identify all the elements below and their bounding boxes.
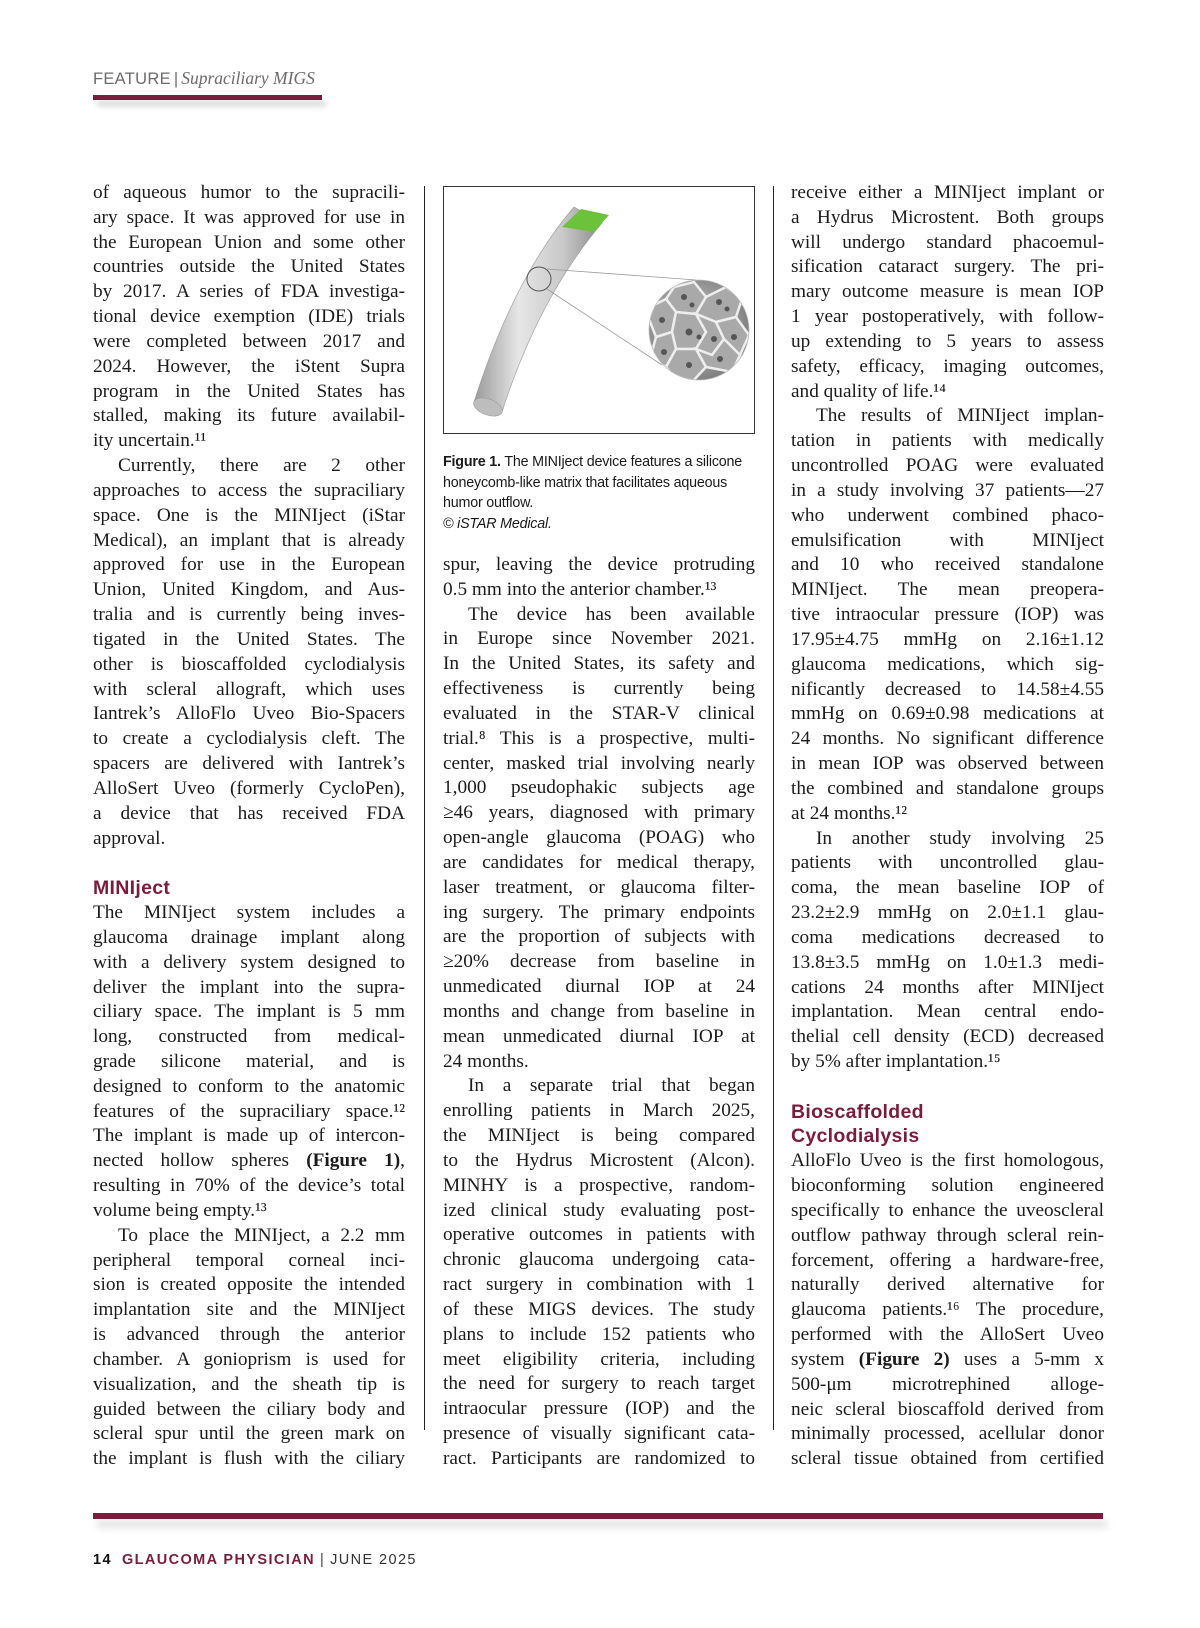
body-text-line: features of the supraciliary space.¹²	[93, 1100, 405, 1122]
column-divider	[424, 186, 425, 1430]
body-text-line: sification cataract surgery. The pri-	[791, 256, 1104, 278]
figure-1-caption	[443, 452, 763, 535]
body-text-line: is advanced through the anterior	[93, 1324, 405, 1346]
body-text-line: mean unmedicated diurnal IOP at	[443, 1025, 755, 1047]
body-text-line: and quality of life.¹⁴	[791, 380, 946, 402]
body-text-line: emulsification with MINIject	[791, 529, 1104, 551]
paragraph-gap	[93, 851, 405, 876]
body-text-line: a Hydrus Microstent. Both groups	[791, 206, 1104, 228]
body-text-line: with a delivery system designed to	[93, 951, 405, 973]
body-text-line: the European Union and some other	[93, 231, 405, 253]
footer-rule	[93, 1513, 1103, 1519]
body-text-line: 500-μm microtrephined alloge-	[791, 1373, 1104, 1395]
section-heading: MINIject	[93, 877, 171, 900]
body-text-line: stalled, making its future availabil-	[93, 405, 405, 427]
body-text-line: thelial cell density (ECD) decreased	[791, 1026, 1104, 1048]
body-text-line: To place the MINIject, a 2.2 mm	[118, 1224, 405, 1246]
body-text-line: 1,000 pseudophakic subjects age	[443, 777, 755, 799]
body-text-line: guided between the ciliary body and	[93, 1398, 405, 1420]
body-text-line: by 2017. A series of FDA investiga-	[93, 281, 405, 303]
body-text-line: safety, efficacy, imaging outcomes,	[791, 355, 1104, 377]
body-text-line: presence of visually significant cata-	[443, 1422, 755, 1444]
body-text-line: the implant is flush with the ciliary	[93, 1448, 405, 1470]
body-text-line: are the proportion of subjects with	[443, 926, 755, 948]
body-text-line: in mean IOP was observed between	[791, 753, 1104, 775]
body-text-line: nificantly decreased to 14.58±4.55	[791, 678, 1104, 700]
header-rule	[93, 95, 322, 100]
body-text-line: Medical), an implant that is already	[93, 529, 405, 551]
body-text-line: glaucoma patients.¹⁶ The procedure,	[791, 1299, 1104, 1321]
body-text-line: intraocular pressure (IOP) and the	[443, 1398, 755, 1420]
body-text-line: scleral spur until the green mark on	[93, 1423, 405, 1445]
body-text-line: meet eligibility criteria, including	[443, 1348, 755, 1370]
body-text-line: forcement, offering a hardware-free,	[791, 1249, 1104, 1271]
body-text-line: 0.5 mm into the anterior chamber.¹³	[443, 578, 717, 600]
body-text-line: months and change from baseline in	[443, 1000, 755, 1022]
magazine-name: GLAUCOMA PHYSICIAN	[121, 1552, 315, 1568]
honeycomb-matrix-detail	[649, 280, 749, 382]
body-text-line: to the Hydrus Microstent (Alcon).	[443, 1149, 755, 1171]
body-text-line: in a study involving 37 patients—27	[791, 479, 1104, 501]
body-text-line: up extending to 5 years to assess	[791, 330, 1104, 352]
body-text-line: approved for use in the European	[93, 554, 405, 576]
body-text-line: AlloFlo Uveo is the first homologous,	[791, 1150, 1104, 1172]
body-text-line: The MINIject system includes a	[93, 902, 405, 924]
article-column-1	[93, 181, 405, 1472]
body-text-line: to create a cyclodialysis cleft. The	[93, 728, 405, 750]
body-text-line: of aqueous humor to the supracili-	[93, 182, 405, 203]
body-text-line: sion is created opposite the intended	[93, 1274, 405, 1296]
body-text-line: the combined and standalone groups	[791, 777, 1104, 799]
body-text-line: unmedicated diurnal IOP at 24	[443, 976, 755, 998]
body-text-line: ract. Participants are randomized to	[443, 1447, 755, 1469]
body-text-line: approval.	[93, 827, 166, 849]
body-text-line: 2024. However, the iStent Supra	[93, 355, 405, 377]
body-text-line: MINIject. The mean preopera-	[791, 579, 1104, 601]
body-text-line: by 5% after implantation.¹⁵	[791, 1050, 1001, 1072]
body-text-line: system (Figure 2) uses a 5-mm x	[791, 1348, 1104, 1370]
section-label: FEATURE	[93, 70, 171, 88]
body-text-line: chronic glaucoma undergoing cata-	[443, 1249, 755, 1271]
body-text-line: grade silicone material, and is	[93, 1050, 405, 1072]
body-text-line: the MINIject is being compared	[443, 1125, 755, 1147]
body-text-line: ary space. It was approved for use in	[93, 206, 405, 228]
section-heading: Bioscaffolded	[791, 1100, 924, 1123]
body-text-line: 13.8±3.5 mmHg on 1.0±1.3 medi-	[791, 951, 1104, 973]
body-text-line: laser treatment, or glaucoma filter-	[443, 876, 755, 898]
body-text-line: were completed between 2017 and	[93, 330, 405, 352]
body-text-line: spur, leaving the device protruding	[443, 554, 755, 575]
body-text-line: tive intraocular pressure (IOP) was	[791, 604, 1104, 626]
figure-1-image	[443, 186, 755, 434]
body-text-line: tigated in the United States. The	[93, 628, 405, 650]
body-text-line: Union, United Kingdom, and Aus-	[93, 579, 405, 601]
body-text-line: mmHg on 0.69±0.98 medications at	[791, 703, 1104, 725]
body-text-line: glaucoma drainage implant along	[93, 926, 405, 948]
paragraph-gap	[791, 1075, 1104, 1100]
column-divider	[773, 186, 774, 1430]
body-text-line: are candidates for medical therapy,	[443, 851, 755, 873]
figure-credit: © iSTAR Medical.	[443, 516, 552, 533]
body-text-line: deliver the implant into the supra-	[93, 976, 405, 998]
issue-date: JUNE 2025	[330, 1552, 417, 1568]
body-text-line: and 10 who received standalone	[791, 554, 1104, 576]
body-text-line: a device that has received FDA	[93, 802, 405, 824]
body-text-line: nected hollow spheres (Figure 1),	[93, 1150, 405, 1172]
body-text-line: mary outcome measure is mean IOP	[791, 281, 1104, 303]
body-text-line: Iantrek’s AlloFlo Uveo Bio-Spacers	[93, 703, 405, 725]
body-text-line: implantation site and the MINIject	[93, 1299, 405, 1321]
body-text-line: tralia and is currently being inves-	[93, 604, 405, 626]
footer-separator: |	[319, 1552, 326, 1568]
body-text-line: bioconforming solution engineered	[791, 1175, 1104, 1197]
body-text-line: chamber. A gonioprism is used for	[93, 1348, 405, 1370]
body-text-line: spacers are delivered with Iantrek’s	[93, 753, 405, 775]
body-text-line: coma, the mean baseline IOP of	[791, 877, 1104, 899]
body-text-line: other is bioscaffolded cyclodialysis	[93, 653, 405, 675]
body-text-line: coma medications decreased to	[791, 926, 1104, 948]
body-text-line: 24 months.	[443, 1050, 529, 1072]
article-column-3	[791, 181, 1104, 1472]
body-text-line: effectiveness is currently being	[443, 678, 755, 700]
body-text-line: specifically to enhance the uveoscleral	[791, 1199, 1104, 1221]
figure-label: Figure 1.	[443, 454, 501, 470]
body-text-line: ciliary space. The implant is 5 mm	[93, 1001, 405, 1023]
figure-caption-text: The MINIject device features a silicone honeycomb-like matrix that facilitates aqueous humor outflow.	[443, 454, 743, 512]
body-text-line: operative outcomes in patients with	[443, 1224, 755, 1246]
body-text-line: tional device exemption (IDE) trials	[93, 306, 405, 328]
body-text-line: glaucoma medications, which sig-	[791, 653, 1104, 675]
section-topic: Supraciliary MIGS	[181, 68, 315, 88]
body-text-line: evaluated in the STAR-V clinical	[443, 702, 755, 724]
body-text-line: peripheral temporal corneal inci-	[93, 1249, 405, 1271]
page-number: 14	[93, 1552, 112, 1568]
body-text-line: patients with uncontrolled glau-	[791, 852, 1104, 874]
body-text-line: cations 24 months after MINIject	[791, 976, 1104, 998]
body-text-line: 23.2±2.9 mmHg on 2.0±1.1 glau-	[791, 902, 1104, 924]
header-separator: |	[173, 70, 179, 88]
body-text-line: 17.95±4.75 mmHg on 2.16±1.12	[791, 628, 1104, 650]
running-footer	[93, 1552, 417, 1568]
body-text-line: of these MIGS devices. The study	[443, 1298, 755, 1320]
body-text-line: approaches to access the supraciliary	[93, 479, 405, 501]
body-text-line: center, masked trial involving nearly	[443, 752, 755, 774]
miniject-implant-illustration	[444, 187, 754, 433]
body-text-line: with scleral allograft, which uses	[93, 678, 405, 700]
body-text-line: ≥46 years, diagnosed with primary	[443, 802, 755, 824]
running-header	[93, 68, 315, 89]
body-text-line: uncontrolled POAG were evaluated	[791, 455, 1104, 477]
body-text-line: receive either a MINIject implant or	[791, 182, 1104, 203]
body-text-line: performed with the AlloSert Uveo	[791, 1324, 1104, 1346]
body-text-line: In the United States, its safety and	[443, 653, 755, 675]
body-text-line: at 24 months.¹²	[791, 802, 907, 824]
body-text-line: outflow pathway through scleral rein-	[791, 1224, 1104, 1246]
body-text-line: the need for surgery to reach target	[443, 1373, 755, 1395]
body-text-line: plans to include 152 patients who	[443, 1323, 755, 1345]
body-text-line: 1 year postoperatively, with follow-	[791, 306, 1104, 328]
body-text-line: ing surgery. The primary endpoints	[443, 901, 755, 923]
body-text-line: The device has been available	[468, 603, 755, 625]
body-text-line: open-angle glaucoma (POAG) who	[443, 827, 755, 849]
body-text-line: long, constructed from medical-	[93, 1026, 405, 1048]
body-text-line: space. One is the MINIject (iStar	[93, 504, 405, 526]
body-text-line: who underwent combined phaco-	[791, 504, 1104, 526]
body-text-line: countries outside the United States	[93, 256, 405, 278]
body-text-line: scleral tissue obtained from certified	[791, 1448, 1104, 1470]
body-text-line: visualization, and the sheath tip is	[93, 1373, 405, 1395]
body-text-line: In a separate trial that began	[468, 1075, 755, 1097]
article-column-2	[443, 553, 755, 1472]
body-text-line: ized clinical study evaluating post-	[443, 1199, 755, 1221]
body-text-line: neic scleral bioscaffold derived from	[791, 1398, 1104, 1420]
body-text-line: designed to conform to the anatomic	[93, 1075, 405, 1097]
body-text-line: In another study involving 25	[816, 827, 1104, 849]
body-text-line: ≥20% decrease from baseline in	[443, 951, 755, 973]
body-text-line: minimally processed, acellular donor	[791, 1423, 1104, 1445]
body-text-line: trial.⁸ This is a prospective, multi-	[443, 727, 755, 749]
body-text-line: AlloSert Uveo (formerly CycloPen),	[93, 777, 405, 799]
body-text-line: ract surgery in combination with 1	[443, 1274, 755, 1296]
body-text-line: The implant is made up of intercon-	[93, 1125, 405, 1147]
body-text-line: MINHY is a prospective, random-	[443, 1174, 755, 1196]
body-text-line: volume being empty.¹³	[93, 1199, 267, 1221]
section-heading: Cyclodialysis	[791, 1125, 920, 1148]
body-text-line: will undergo standard phacoemul-	[791, 231, 1104, 253]
body-text-line: Currently, there are 2 other	[118, 455, 405, 477]
body-text-line: in Europe since November 2021.	[443, 628, 755, 650]
body-text-line: naturally derived alternative for	[791, 1274, 1104, 1296]
body-text-line: tation in patients with medically	[791, 430, 1104, 452]
body-text-line: implantation. Mean central endo-	[791, 1001, 1104, 1023]
body-text-line: program in the United States has	[93, 380, 405, 402]
body-text-line: 24 months. No significant difference	[791, 728, 1104, 750]
body-text-line: ity uncertain.¹¹	[93, 430, 207, 452]
body-text-line: enrolling patients in March 2025,	[443, 1100, 755, 1122]
body-text-line: The results of MINIject implan-	[816, 405, 1104, 427]
body-text-line: resulting in 70% of the device’s total	[93, 1175, 405, 1197]
